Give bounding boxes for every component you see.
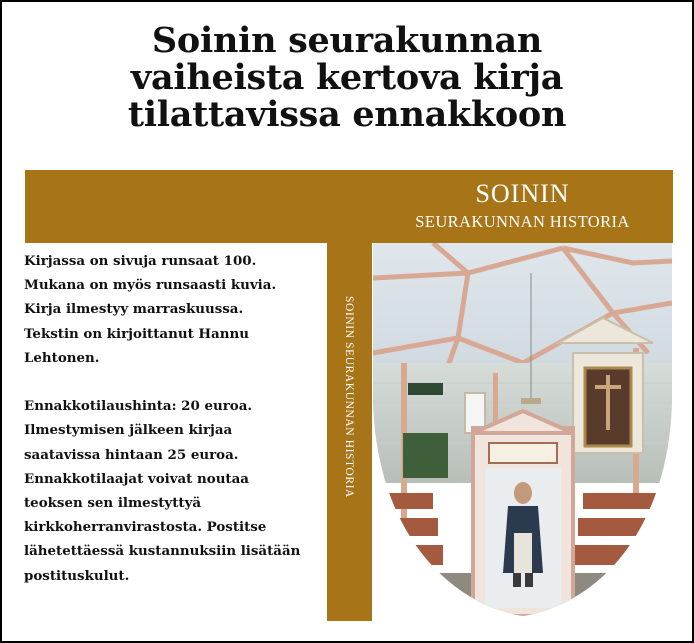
article-p1-line: Kirja ilmestyy marraskuussa. <box>24 301 244 318</box>
article-p2-line: kirkkoherranvirastosta. Postitse <box>24 519 267 536</box>
article-p2-line: Ennakkotilaushinta: 20 euroa. <box>24 398 253 415</box>
article-p1-line: Tekstin on kirjoittanut Hannu <box>24 325 249 342</box>
article-p2-line: lähetettäessä kustannuksiin lisätään <box>24 543 301 560</box>
article-body <box>24 249 324 588</box>
book-spine-title: SOININ SEURAKUNNAN HISTORIA <box>343 296 355 498</box>
headline-line-1: Soinin seurakunnan <box>151 20 543 61</box>
book-cover-title: SOININ <box>475 179 570 208</box>
article-p2-line: saatavissa hintaan 25 euroa. <box>24 446 239 463</box>
book-cover-subtitle: SEURAKUNNAN HISTORIA <box>415 212 630 231</box>
article-p1-line: Lehtonen. <box>24 349 100 366</box>
headline <box>2 22 692 133</box>
paragraph-gap <box>24 370 324 394</box>
headline-line-3: tilattavissa ennakkoon <box>127 94 567 135</box>
article-p2-line: postituskulut. <box>24 567 130 584</box>
article-p2-line: teoksen sen ilmestyttyä <box>24 495 202 512</box>
article-p2-line: Ennakkotilaajat voivat noutaa <box>24 470 249 487</box>
article-p2-line: Ilmestymisen jälkeen kirjaa <box>24 422 233 439</box>
article-p1-line: Mukana on myös runsaasti kuvia. <box>24 277 277 294</box>
church-interior-photo <box>373 243 672 616</box>
article-p1-line: Kirjassa on sivuja runsaat 100. <box>24 253 257 269</box>
headline-line-2: vaiheista kertova kirja <box>130 57 564 98</box>
